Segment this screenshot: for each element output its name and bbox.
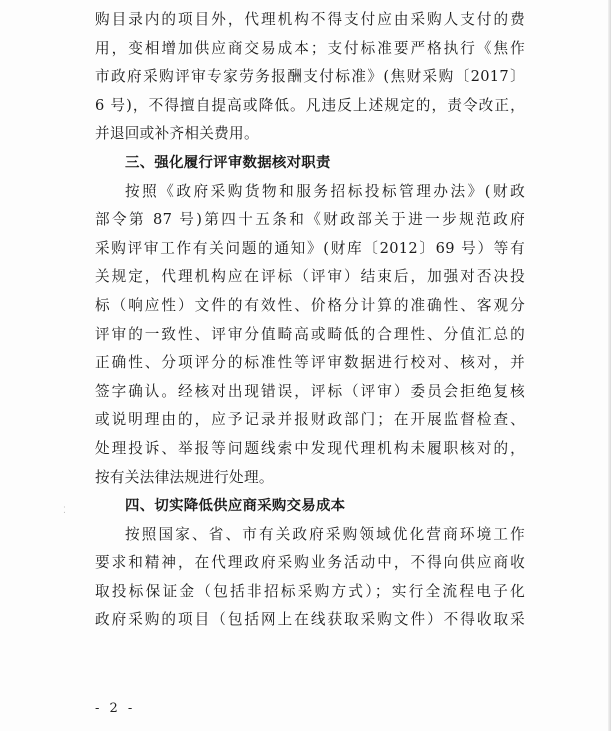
body-line: 6 号)，不得擅自提高或降低。凡违反上述规定的，责令改正， bbox=[95, 96, 525, 114]
section-heading-4: 四、切实降低供应商采购交易成本 bbox=[125, 498, 346, 515]
section4-line: 按照国家、省、市有关政府采购领域优化营商环境工作 bbox=[125, 525, 525, 543]
section4-line: 取投标保证金（包括非招标采购方式）；实行全流程电子化 bbox=[95, 582, 525, 600]
section4-line: 政府采购的项目（包括网上在线获取采购文件）不得收取采 bbox=[95, 611, 525, 629]
body-line: 用，变相增加供应商交易成本；支付标准要严格执行《焦作 bbox=[95, 39, 525, 57]
page-number: - 2 - bbox=[95, 701, 136, 716]
section3-line: 处理投诉、举报等问题线索中发现代理机构未履职核对的， bbox=[95, 439, 525, 457]
body-line: 购目录内的项目外，代理机构不得支付应由采购人支付的费 bbox=[95, 11, 525, 28]
body-line: 市政府采购评审专家劳务报酬支付标准》(焦财采购〔2017〕 bbox=[95, 68, 525, 86]
scan-artifact: ⁚ bbox=[63, 506, 66, 516]
section3-line: 标（响应性）文件的有效性、价格分计算的准确性、客观分 bbox=[95, 296, 525, 314]
section3-line: 部令第 87 号)第四十五条和《财政部关于进一步规范政府 bbox=[95, 211, 525, 229]
section3-line: 签字确认。经核对出现错误，评标（评审）委员会拒绝复核 bbox=[95, 382, 525, 400]
body-line: 并退回或补齐相关费用。 bbox=[95, 125, 259, 143]
section3-line: 正确性、分项评分的标准性等评审数据进行校对、核对，并 bbox=[95, 354, 525, 372]
section3-line: 关规定，代理机构应在评标（评审）结束后，加强对否决投 bbox=[95, 268, 525, 286]
section3-line: 评审的一致性、评审分值畸高或畸低的合理性、分值汇总的 bbox=[95, 325, 525, 343]
section3-line: 按有关法律法规进行处理。 bbox=[95, 468, 274, 486]
section3-line: 或说明理由的，应予记录并报财政部门；在开展监督检查、 bbox=[95, 411, 525, 429]
section3-line: 按照《政府采购货物和服务招标投标管理办法》(财政 bbox=[125, 182, 525, 200]
section3-line: 采购评审工作有关问题的通知》(财库〔2012〕69 号）等有 bbox=[95, 239, 525, 257]
section4-line: 要求和精神，在代理政府采购业务活动中，不得向供应商收 bbox=[95, 554, 525, 572]
document-body bbox=[95, 6, 525, 635]
section-heading-3: 三、强化履行评审数据核对职责 bbox=[125, 154, 331, 171]
